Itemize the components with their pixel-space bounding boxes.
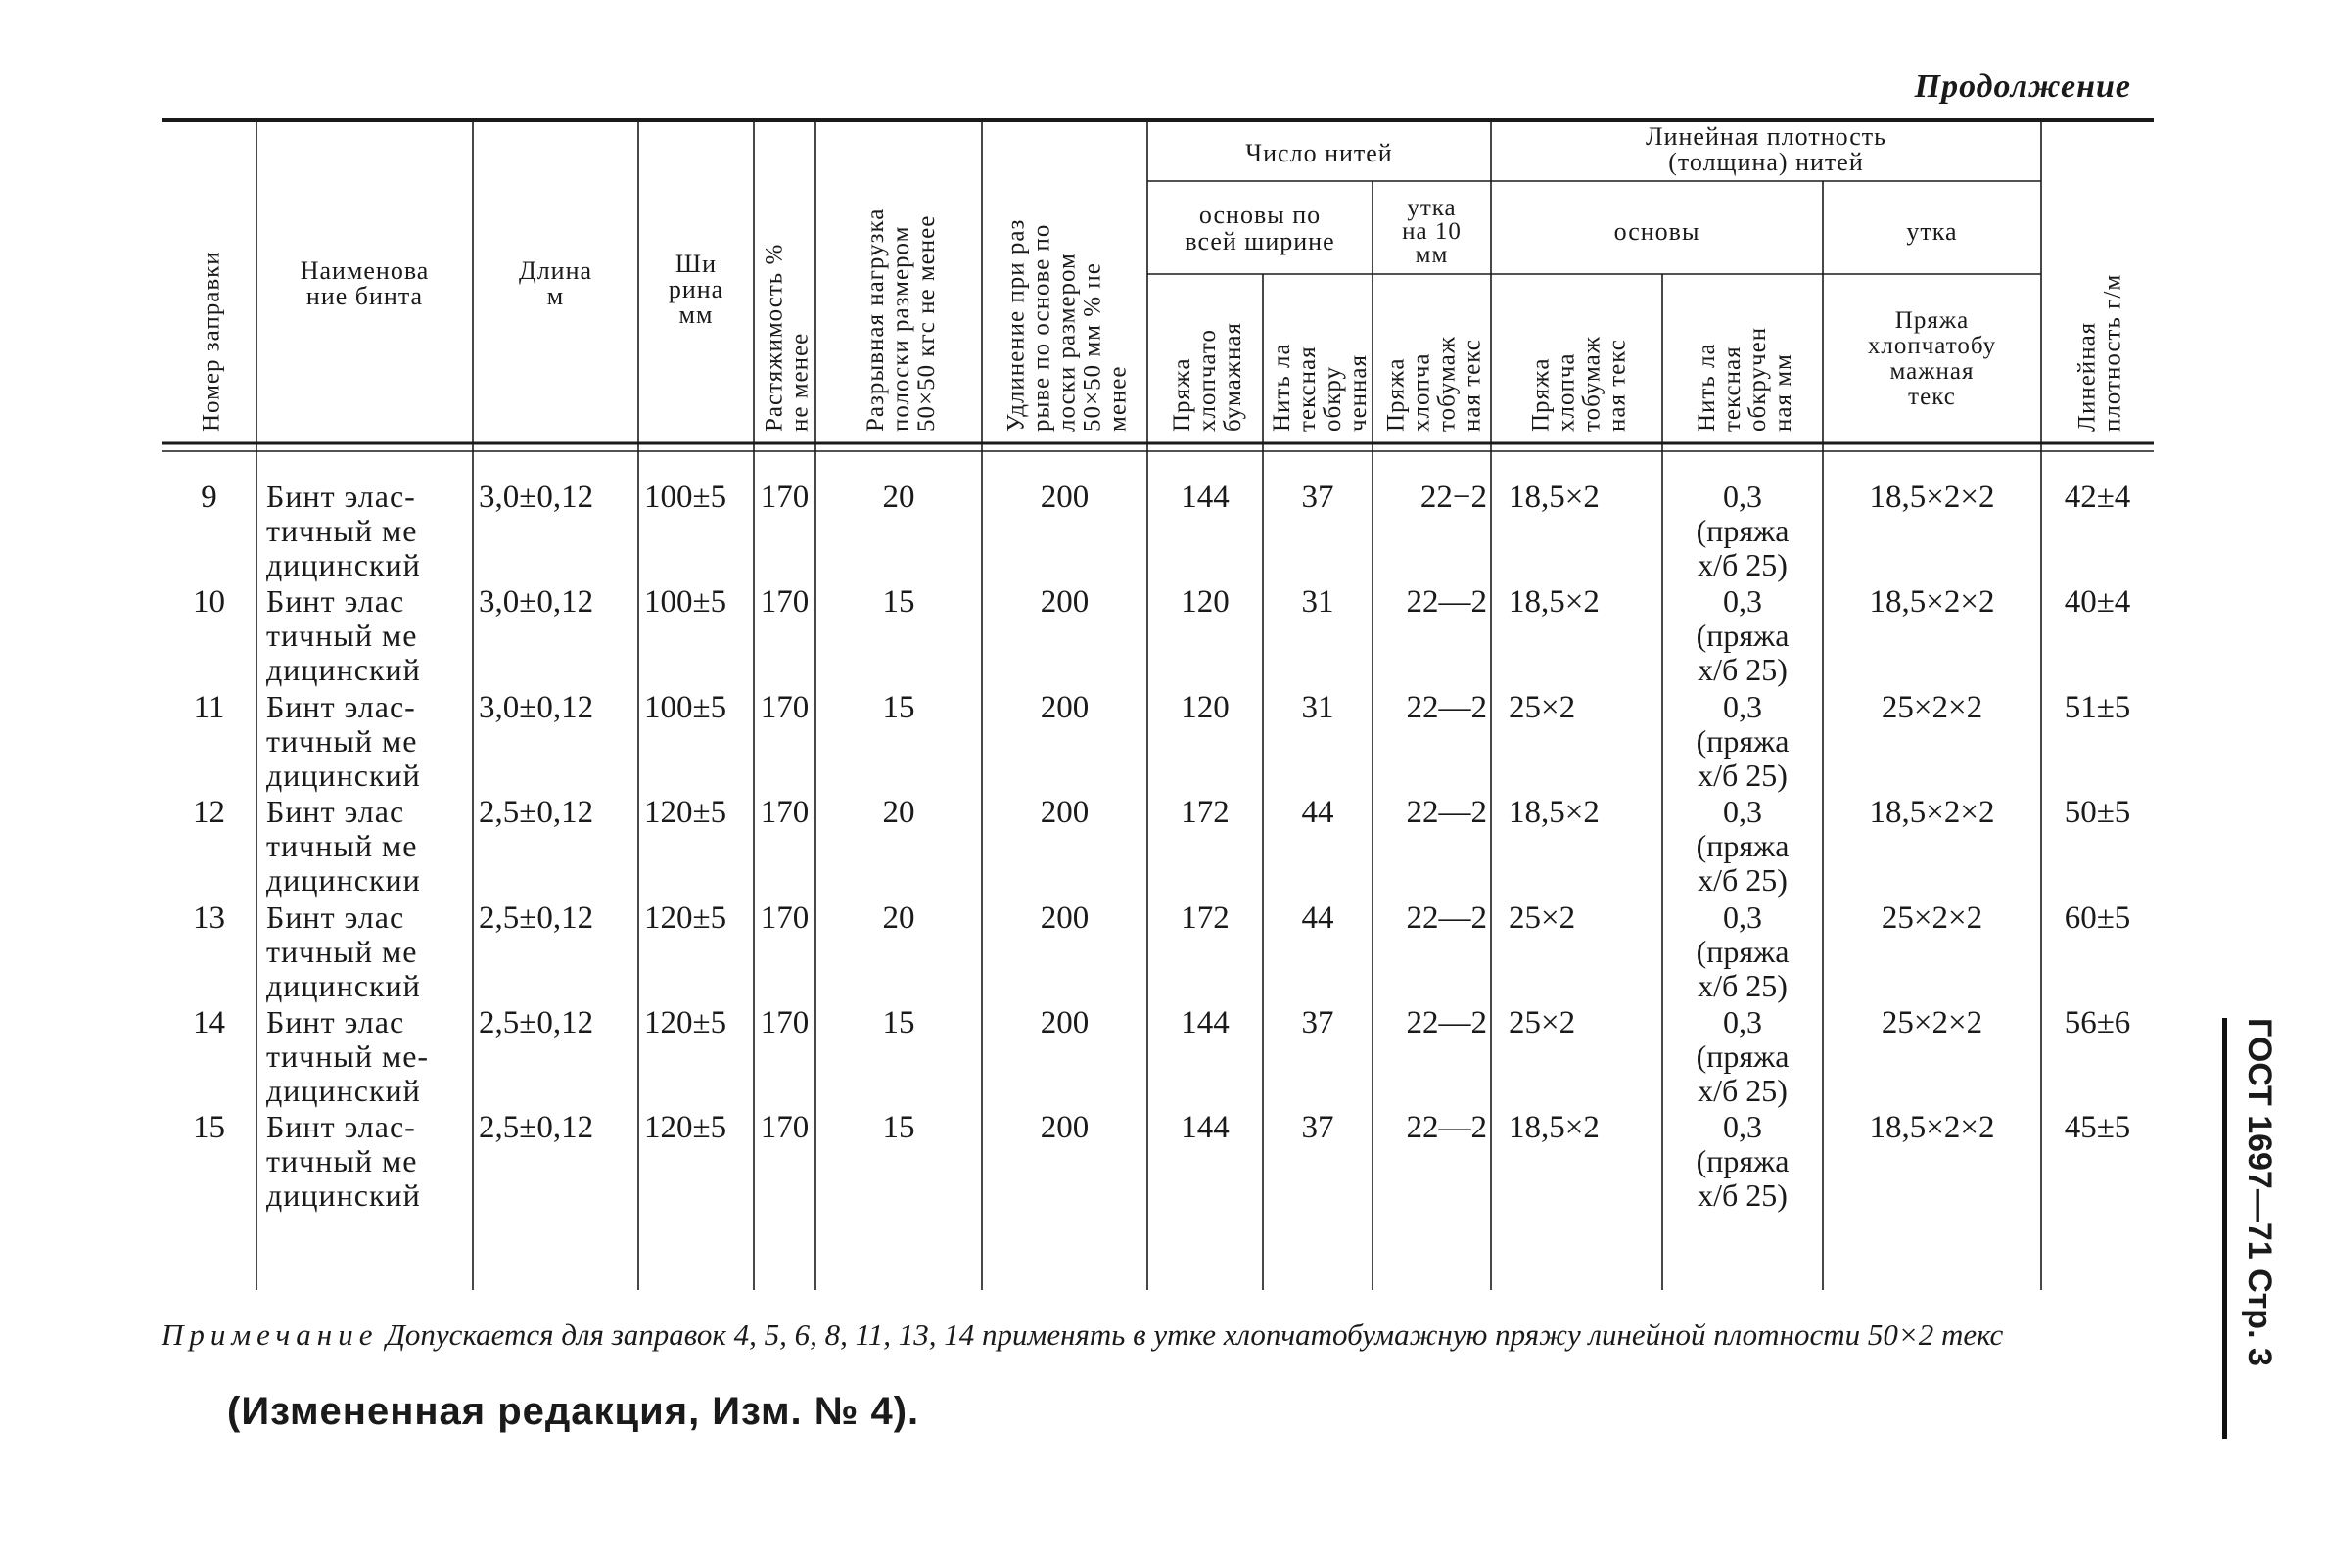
cell-weft_count: 22—2 [1406, 584, 1487, 620]
cell-dens_latex: 0,3 [1723, 899, 1762, 935]
header-density-cotton: Пряжа [1527, 357, 1555, 432]
header-width: рина [668, 275, 724, 303]
cell-length: 3,0±0,12 [479, 480, 594, 515]
cell-stretch: 170 [760, 795, 810, 830]
cell-stretch: 170 [760, 690, 810, 725]
cell-width: 120±5 [644, 795, 727, 830]
cell-dens_latex: 0,3 [1723, 794, 1762, 829]
cell-num: 13 [193, 900, 225, 936]
cell-length: 2,5±0,12 [479, 795, 594, 830]
cell-name: тичный ме- [266, 1038, 430, 1074]
cell-name: Бинт элас [266, 794, 405, 829]
gost-page-label-text: ГОСТ 1697—71 Стр. 3 [2241, 1018, 2278, 1366]
cell-warp_cotton: 172 [1181, 900, 1230, 936]
header-density-latex: Нить ла [1694, 343, 1720, 432]
cell-width: 120±5 [644, 1005, 727, 1040]
cell-dens_latex: 0,3 [1723, 1109, 1762, 1144]
cell-lin_density: 56±6 [2064, 1005, 2131, 1040]
table-note [162, 1316, 2159, 1354]
cell-name: тичный ме [266, 934, 418, 969]
header-stretch: не менее [786, 332, 814, 432]
cell-load: 15 [882, 1005, 915, 1040]
cell-name: тичный ме [266, 723, 418, 759]
cell-dens_latex: (пряжа [1696, 1143, 1790, 1178]
cell-dens_latex: (пряжа [1696, 723, 1790, 759]
header-group-density: Линейная плотность [1645, 122, 1887, 151]
header-linear-density: Линейная [2073, 321, 2101, 432]
header-density-latex: обкручен [1745, 326, 1771, 432]
gost-page-label [2222, 1018, 2276, 1439]
cell-dens_latex: 0,3 [1723, 689, 1762, 724]
cell-stretch: 170 [760, 480, 810, 515]
cell-elong: 200 [1040, 690, 1090, 725]
cell-width: 120±5 [644, 900, 727, 936]
header-warp-count: основы по [1198, 201, 1322, 229]
cell-name: дицинский [266, 758, 421, 793]
cell-dens_latex: 0,3 [1723, 1004, 1762, 1039]
cell-length: 3,0±0,12 [479, 690, 594, 725]
cell-num: 12 [193, 795, 225, 830]
header-elongation: Удлинение при раз [1002, 218, 1030, 432]
cell-elong: 200 [1040, 584, 1090, 620]
cell-dens_latex: (пряжа [1696, 1038, 1790, 1074]
header-warp-latex: ченная [1345, 353, 1372, 432]
cell-warp_latex: 37 [1301, 1110, 1334, 1145]
header-group-threads: Число нитей [1245, 139, 1393, 167]
cell-weft_count: 22—2 [1406, 1005, 1487, 1040]
cell-name: дицинский [266, 1073, 421, 1108]
cell-weft_dens: 25×2×2 [1881, 1005, 1983, 1040]
cell-warp_cotton: 172 [1181, 795, 1230, 830]
cell-dens_latex: х/б 25) [1698, 1073, 1788, 1108]
cell-weft_count: 22—2 [1406, 795, 1487, 830]
header-weft-count: хлопча [1408, 352, 1435, 432]
header-width: мм [678, 300, 714, 329]
header-name: Наименова [300, 256, 430, 285]
header-group-density: (толщина) нитей [1668, 148, 1864, 176]
cell-stretch: 170 [760, 1005, 810, 1040]
cell-warp_latex: 37 [1301, 480, 1334, 515]
header-density-latex: тексная [1719, 346, 1745, 432]
cell-dens_latex: х/б 25) [1698, 968, 1788, 1003]
cell-lin_density: 50±5 [2064, 795, 2131, 830]
cell-name: Бинт элас [266, 1004, 405, 1039]
header-weft-count: Пряжа [1382, 357, 1410, 432]
header-density-cotton: тобумаж [1578, 335, 1606, 432]
cell-dens_latex: (пряжа [1696, 513, 1790, 548]
cell-length: 2,5±0,12 [479, 1005, 594, 1040]
header-warp-cotton: хлопчато [1194, 329, 1221, 432]
cell-width: 100±5 [644, 690, 727, 725]
cell-dens_cotton: 18,5×2 [1509, 584, 1600, 620]
cell-warp_cotton: 144 [1181, 1005, 1230, 1040]
header-width: Ши [675, 250, 718, 278]
cell-dens_cotton: 25×2 [1509, 1005, 1576, 1040]
cell-lin_density: 60±5 [2064, 900, 2131, 936]
cell-dens_latex: (пряжа [1696, 934, 1790, 969]
cell-weft_dens: 18,5×2×2 [1869, 1110, 1995, 1145]
header-warp-count: всей ширине [1185, 227, 1335, 255]
cell-weft_count: 22—2 [1406, 1110, 1487, 1145]
cell-name: Бинт элас- [266, 1109, 416, 1144]
cell-load: 15 [882, 690, 915, 725]
header-number: Номер заправки [198, 251, 225, 432]
cell-num: 11 [193, 690, 225, 725]
header-elongation: лоски размером [1053, 253, 1081, 432]
cell-weft_count: 22−2 [1419, 480, 1487, 515]
header-load: Разрывная нагрузка [862, 208, 889, 432]
cell-dens_latex: х/б 25) [1698, 758, 1788, 793]
header-load: полоски размером [888, 225, 914, 432]
cell-load: 20 [882, 480, 915, 515]
cell-lin_density: 51±5 [2064, 690, 2131, 725]
cell-name: дицинский [266, 652, 421, 687]
cell-warp_cotton: 120 [1181, 690, 1230, 725]
header-weft-density: текс [1908, 384, 1956, 410]
cell-width: 100±5 [644, 480, 727, 515]
header-weft-density: мажная [1889, 358, 1975, 385]
cell-num: 10 [193, 584, 225, 620]
header-linear-density: плотность г/м [2099, 273, 2126, 432]
header-weft-per-10mm: на 10 [1402, 218, 1462, 245]
cell-stretch: 170 [760, 1110, 810, 1145]
cell-elong: 200 [1040, 480, 1090, 515]
cell-width: 100±5 [644, 584, 727, 620]
cell-name: дицинский [266, 1177, 421, 1213]
cell-weft_count: 22—2 [1406, 690, 1487, 725]
header-warp-cotton: Пряжа [1169, 357, 1195, 432]
header-length: Длина [518, 256, 593, 285]
cell-dens_cotton: 18,5×2 [1509, 795, 1600, 830]
header-density-cotton: хлопча [1553, 352, 1580, 432]
cell-elong: 200 [1040, 900, 1090, 936]
cell-dens_latex: х/б 25) [1698, 1177, 1788, 1213]
cell-dens_latex: х/б 25) [1698, 652, 1788, 687]
header-warp-latex: обкру [1320, 365, 1346, 432]
cell-name: Бинт элас- [266, 689, 416, 724]
cell-length: 2,5±0,12 [479, 900, 594, 936]
cell-num: 9 [201, 480, 217, 515]
cell-load: 20 [882, 795, 915, 830]
cell-warp_cotton: 120 [1181, 584, 1230, 620]
header-weft-per-10mm: утка [1407, 195, 1457, 221]
cell-dens_latex: (пряжа [1696, 828, 1790, 863]
cell-name: тичный ме [266, 513, 418, 548]
cell-lin_density: 45±5 [2064, 1110, 2131, 1145]
header-warp-latex: Нить ла [1269, 343, 1295, 432]
cell-warp_latex: 44 [1301, 900, 1334, 936]
cell-lin_density: 40±4 [2064, 584, 2131, 620]
header-warp-density: основы [1613, 217, 1700, 246]
cell-weft_dens: 25×2×2 [1881, 690, 1983, 725]
cell-length: 3,0±0,12 [479, 584, 594, 620]
header-weft-per-10mm: мм [1415, 242, 1449, 268]
cell-lin_density: 42±4 [2064, 480, 2131, 515]
header-density-latex: ная мм [1770, 353, 1796, 432]
header-length: м [546, 282, 565, 310]
cell-weft_count: 22—2 [1406, 900, 1487, 936]
header-weft-count: тобумаж [1433, 335, 1461, 432]
header-weft-density: Пряжа [1894, 307, 1970, 334]
cell-name: тичный ме [266, 1143, 418, 1178]
cell-dens_cotton: 18,5×2 [1509, 1110, 1600, 1145]
header-elongation: менее [1104, 365, 1132, 432]
header-density-cotton: ная текс [1604, 339, 1631, 432]
cell-width: 120±5 [644, 1110, 727, 1145]
cell-stretch: 170 [760, 584, 810, 620]
note-text: Допускается для заправок 4, 5, 6, 8, 11, 13, 14 применять в утке хлопчатобумажную пряжу линейной плотности 50×2 текс [378, 1317, 2004, 1352]
cell-dens_cotton: 18,5×2 [1509, 480, 1600, 515]
cell-load: 15 [882, 1110, 915, 1145]
cell-dens_cotton: 25×2 [1509, 900, 1576, 936]
header-elongation: 50×50 мм % не [1079, 262, 1106, 432]
cell-load: 15 [882, 584, 915, 620]
edition-note: (Измененная редакция, Изм. № 4). [227, 1390, 920, 1433]
cell-name: тичный ме [266, 618, 418, 653]
cell-name: Бинт элас- [266, 479, 416, 514]
cell-name: Бинт элас [266, 899, 405, 935]
cell-dens_latex: (пряжа [1696, 618, 1790, 653]
cell-name: Бинт элас [266, 583, 405, 619]
header-load: 50×50 кгс не менее [913, 214, 940, 432]
cell-weft_dens: 18,5×2×2 [1869, 480, 1995, 515]
header-weft-density: хлопчатобу [1867, 333, 1997, 359]
cell-warp_latex: 37 [1301, 1005, 1334, 1040]
cell-dens_latex: 0,3 [1723, 479, 1762, 514]
cell-elong: 200 [1040, 795, 1090, 830]
header-weft-count: ная текс [1459, 339, 1486, 432]
header-weft-density-group: утка [1906, 217, 1958, 246]
cell-num: 14 [193, 1005, 225, 1040]
cell-warp_latex: 31 [1301, 690, 1334, 725]
cell-name: тичный ме [266, 828, 418, 863]
cell-weft_dens: 18,5×2×2 [1869, 584, 1995, 620]
header-warp-cotton: бумажная [1220, 322, 1246, 432]
cell-dens_cotton: 25×2 [1509, 690, 1576, 725]
cell-name: дицинский [266, 547, 421, 582]
cell-length: 2,5±0,12 [479, 1110, 594, 1145]
cell-dens_latex: х/б 25) [1698, 862, 1788, 898]
cell-elong: 200 [1040, 1005, 1090, 1040]
cell-warp_latex: 44 [1301, 795, 1334, 830]
cell-warp_cotton: 144 [1181, 480, 1230, 515]
cell-weft_dens: 25×2×2 [1881, 900, 1983, 936]
cell-warp_cotton: 144 [1181, 1110, 1230, 1145]
header-elongation: рыве по основе по [1028, 223, 1055, 432]
header-warp-latex: тексная [1294, 346, 1321, 432]
continuation-label: Продолжение [1914, 69, 2131, 105]
cell-load: 20 [882, 900, 915, 936]
header-name: ние бинта [305, 282, 424, 310]
cell-dens_latex: х/б 25) [1698, 547, 1788, 582]
cell-num: 15 [193, 1110, 225, 1145]
cell-warp_latex: 31 [1301, 584, 1334, 620]
cell-dens_latex: 0,3 [1723, 583, 1762, 619]
cell-stretch: 170 [760, 900, 810, 936]
cell-name: дицинский [266, 968, 421, 1003]
cell-name: дицинскии [266, 862, 421, 898]
cell-weft_dens: 18,5×2×2 [1869, 795, 1995, 830]
cell-elong: 200 [1040, 1110, 1090, 1145]
note-label: Примечание [162, 1317, 379, 1352]
header-stretch: Растяжимость % [761, 243, 788, 432]
